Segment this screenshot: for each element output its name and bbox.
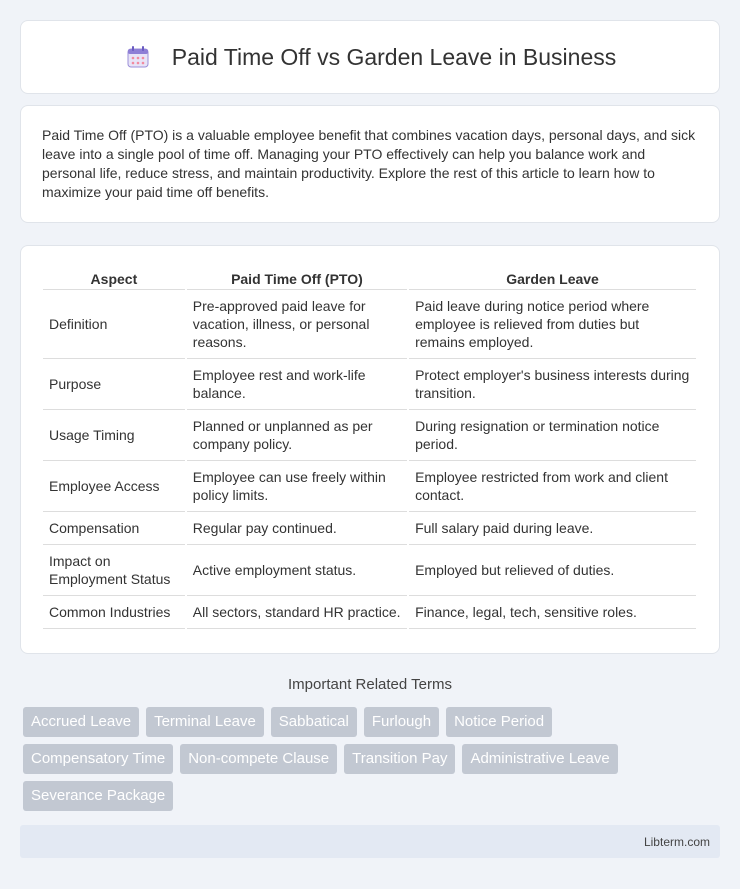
row-aspect: Impact on Employment Status bbox=[43, 545, 185, 596]
comparison-table-card bbox=[20, 245, 720, 654]
related-terms-title: Important Related Terms bbox=[288, 676, 452, 693]
tag-terminal-leave[interactable]: Terminal Leave bbox=[146, 707, 264, 737]
tag-furlough[interactable]: Furlough bbox=[364, 707, 439, 737]
row-aspect: Compensation bbox=[43, 512, 185, 545]
tag-administrative-leave[interactable]: Administrative Leave bbox=[462, 744, 617, 774]
tag-transition-pay[interactable]: Transition Pay bbox=[344, 744, 455, 774]
table-row bbox=[43, 410, 696, 461]
table-row bbox=[43, 461, 696, 512]
footer bbox=[20, 825, 720, 858]
table-header-row bbox=[43, 266, 696, 290]
row-pto: All sectors, standard HR practice. bbox=[187, 596, 407, 629]
table-row bbox=[43, 545, 696, 596]
row-pto: Employee rest and work-life balance. bbox=[187, 359, 407, 410]
tag-notice-period[interactable]: Notice Period bbox=[446, 707, 552, 737]
row-aspect: Purpose bbox=[43, 359, 185, 410]
intro-card bbox=[20, 105, 720, 223]
header-garden-leave: Garden Leave bbox=[409, 266, 696, 290]
row-garden-leave: Paid leave during notice period where employee is relieved from duties but remains employed. bbox=[409, 290, 696, 359]
tag-accrued-leave[interactable]: Accrued Leave bbox=[23, 707, 139, 737]
row-pto: Regular pay continued. bbox=[187, 512, 407, 545]
title-card bbox=[20, 20, 720, 94]
intro-text: Paid Time Off (PTO) is a valuable employee benefit that combines vacation days, personal days, and sick leave into a single pool of time off. Managing your PTO effectively can help you balance work and personal life, reduce stress, and maintain productivity. Explore the rest of this article to learn how to maximize your paid time off benefits. bbox=[42, 127, 696, 200]
row-garden-leave: Full salary paid during leave. bbox=[409, 512, 696, 545]
row-pto: Employee can use freely within policy limits. bbox=[187, 461, 407, 512]
row-aspect: Definition bbox=[43, 290, 185, 359]
related-terms-tags bbox=[23, 707, 683, 818]
row-garden-leave: Protect employer's business interests during transition. bbox=[409, 359, 696, 410]
comparison-table bbox=[41, 266, 698, 629]
row-pto: Pre-approved paid leave for vacation, illness, or personal reasons. bbox=[187, 290, 407, 359]
calendar-icon bbox=[124, 43, 152, 71]
row-garden-leave: Finance, legal, tech, sensitive roles. bbox=[409, 596, 696, 629]
header-pto: Paid Time Off (PTO) bbox=[187, 266, 407, 290]
table-row bbox=[43, 290, 696, 359]
tag-severance-package[interactable]: Severance Package bbox=[23, 781, 173, 811]
header-aspect: Aspect bbox=[43, 266, 185, 290]
footer-source-link[interactable]: Libterm.com bbox=[643, 835, 710, 849]
row-aspect: Common Industries bbox=[43, 596, 185, 629]
row-garden-leave: Employee restricted from work and client contact. bbox=[409, 461, 696, 512]
tag-compensatory-time[interactable]: Compensatory Time bbox=[23, 744, 173, 774]
row-pto: Active employment status. bbox=[187, 545, 407, 596]
table-row bbox=[43, 512, 696, 545]
tag-non-compete-clause[interactable]: Non-compete Clause bbox=[180, 744, 337, 774]
row-aspect: Usage Timing bbox=[43, 410, 185, 461]
tag-sabbatical[interactable]: Sabbatical bbox=[271, 707, 357, 737]
row-garden-leave: Employed but relieved of duties. bbox=[409, 545, 696, 596]
row-aspect: Employee Access bbox=[43, 461, 185, 512]
table-row bbox=[43, 596, 696, 629]
page-title: Paid Time Off vs Garden Leave in Business bbox=[171, 43, 617, 70]
table-row bbox=[43, 359, 696, 410]
row-pto: Planned or unplanned as per company policy. bbox=[187, 410, 407, 461]
row-garden-leave: During resignation or termination notice period. bbox=[409, 410, 696, 461]
